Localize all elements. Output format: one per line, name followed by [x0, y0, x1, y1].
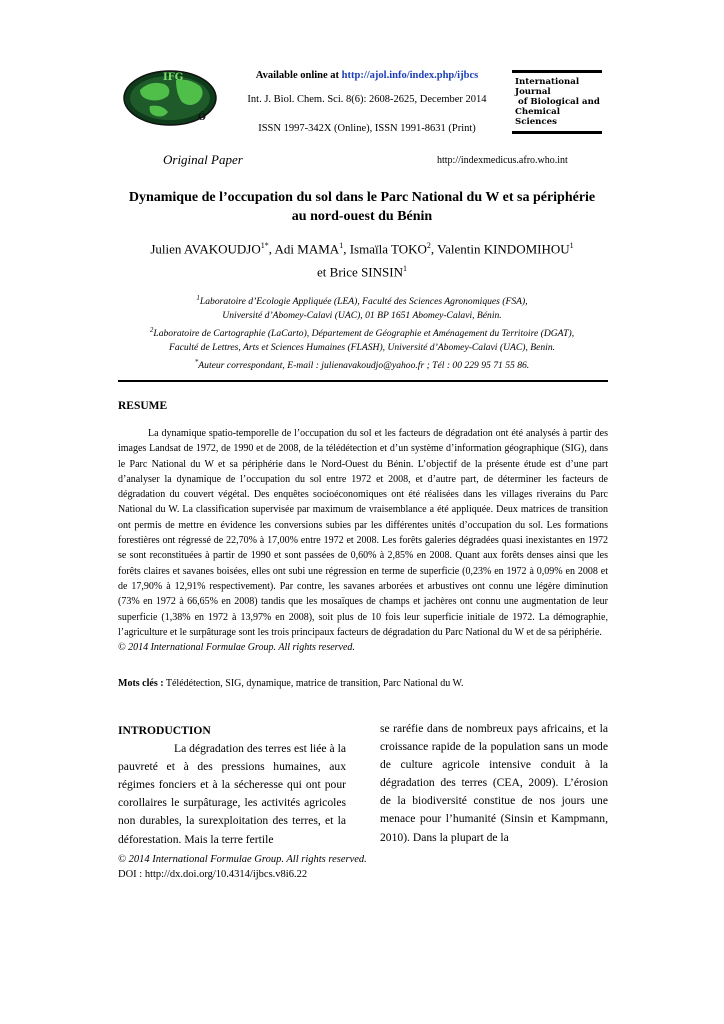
intro-left-text: La dégradation des terres est liée à la pauvreté et à des pressions humaines, aux régimes fonciers et à la sécheresse qui ont pour corollaires le surpâturage, les activités agricoles non durables, la surexploitation des terres, et la déforestation. Mais la terre fertile	[118, 742, 346, 846]
available-online	[232, 70, 502, 81]
affil-line: Laboratoire de Cartographie (LaCarto), Département de Géographie et Aménagement du Territoire (DGAT),	[153, 328, 575, 340]
citation: Int. J. Biol. Chem. Sci. 8(6): 2608-2625, December 2014	[247, 94, 487, 105]
affil-sup: *	[194, 358, 199, 367]
keywords-label: Mots clés :	[118, 678, 164, 689]
logo-text: IFG	[163, 72, 184, 83]
abstract-copyright: © 2014 International Formulae Group. All rights reserved.	[118, 642, 355, 654]
affil-line: Université d’Abomey-Calavi (UAC), 01 BP 1651 Abomey-Calavi, Bénin.	[222, 310, 502, 322]
abstract-text: La dynamique spatio-temporelle de l’occupation du sol et les facteurs de dégradation ont été analysés à partir des images Landsat de 1972, de 1990 et de 2008, de la télédétection et d’un système d’information géographique (SIG), dans le Parc National du W et sa périphérie dans le Nord-Ouest du Bénin. L’objectif de la présente étude est d’une part d’analyser la dynamique de l’occupation du sol entre 1972 et 2008, et d’autre part, de déterminer les facteurs de dégradation du couvert végétal. Des enquêtes socioéconomiques ont été réalisées dans les villages riverains du Parc National du W. La classification supervisée par maximum de vraisemblance a été appliquée. Deux matrices de transition ont permis de mettre en évidence les conversions subies par les différentes unités d’occupation du sol. Les formations forestières ont régressé de 22,70% à 17,00% entre 1972 et 2008. Les forêts galeries dégradées quasi inexistantes en 1972 se sont reconstituées à partir de 1990 et sont passées de 0,60% à 2,85% en 2008. Quant aux forêts denses ainsi que les forêts claires et savanes boisées, elles ont subi une régression en terme de superficie (0,23% en 1972 à 0,09% en 2008 et de 17,90% à 12,91% respectivement). Par contre, les savanes arborées et arbustives ont connu une légère diminution (73% en 1972 à 66,65% en 2008) tandis que les mosaïques de champs et jachères ont connu une augmentation de leur superficie (1,38% en 1972 à 13,97% en 2008), soit plus de 10 fois leur superficie initiale de 1972. La démographie, l’agriculture et le surpâturage sont les trois principaux facteurs de dégradation du Parc National du W et de sa périphérie.	[118, 428, 608, 638]
affiliations	[100, 291, 624, 374]
author-sup: 1	[339, 241, 344, 250]
intro-right-column	[380, 720, 608, 847]
author-sup: 1	[569, 241, 574, 250]
resume-heading: RESUME	[118, 400, 168, 412]
author-name: Adi MAMA	[274, 241, 340, 257]
author-name: Valentin KINDOMIHOU	[437, 241, 570, 257]
affil-line: Laboratoire d’Ecologie Appliquée (LEA), Faculté des Sciences Agronomiques (FSA),	[199, 296, 528, 308]
globe-logo-icon	[120, 68, 230, 126]
journal-name-line: Chemical Sciences	[515, 107, 560, 127]
author-list: Julien $AVAKOUDJO^{1*}$, Adi MAMA$^1$, Ismaïla TOKO$^2$, Valentin KINDOMIHOU$^1$ et Brice SINSIN$^1$	[150, 241, 574, 280]
svg-text:Ô: Ô	[198, 113, 206, 123]
journal-name-line: of Biological and	[518, 97, 600, 107]
journal-logo	[120, 68, 230, 126]
paper-type: Original Paper	[163, 152, 243, 167]
author-sup: 1	[402, 264, 407, 274]
journal-name-box	[512, 70, 602, 134]
affil-sup: 2	[149, 326, 154, 335]
index-url: http://indexmedicus.afro.who.int	[437, 155, 568, 166]
author-name: Ismaïla TOKO	[349, 241, 427, 257]
author-sup: 1*	[260, 241, 269, 250]
footer-doi: DOI : http://dx.doi.org/10.4314/ijbcs.v8i6.22	[118, 869, 308, 880]
title-line: Dynamique de l’occupation du sol dans le Parc National du W et sa périphérie	[128, 190, 596, 205]
author-sup: 2	[426, 241, 431, 250]
intro-right-text: se raréfie dans de nombreux pays africains, et la croissance rapide de la population sans un mode de culture agricole intensive conduit à la dégradation des terres (CEA, 2009). L’érosion de la biodiversité constitue de nos jours une menace pour l’humanité (Sinsin et Kampmann, 2010). Dans la plupart de la	[380, 722, 608, 844]
divider	[118, 380, 608, 382]
affil-line: Faculté de Lettres, Arts et Sciences Humaines (FLASH), Université d’Abomey-Calavi (UAC), Benin.	[168, 342, 556, 354]
title-line: au nord-ouest du Bénin	[291, 209, 433, 224]
author-name: Julien AVAKOUDJO	[150, 241, 261, 257]
corresponding-author: Auteur correspondant, E-mail : julienavakoudjo@yahoo.fr ; Tél : 00 229 95 71 55 86.	[198, 360, 530, 372]
keywords	[118, 678, 608, 689]
author-name: Brice SINSIN	[329, 264, 403, 280]
available-prefix: Available online at	[255, 70, 342, 81]
abstract	[118, 426, 608, 655]
keywords-text: Télédétection, SIG, dynamique, matrice de transition, Parc National du W.	[163, 678, 464, 689]
page-footer	[118, 852, 367, 882]
journal-url-link[interactable]: http://ajol.info/index.php/ijbcs	[341, 70, 479, 81]
footer-copyright: © 2014 International Formulae Group. All rights reserved.	[118, 854, 367, 865]
intro-heading: INTRODUCTION	[118, 724, 211, 737]
intro-left-column	[118, 722, 346, 849]
issn: ISSN 1997-342X (Online), ISSN 1991-8631 (Print)	[258, 123, 476, 134]
affil-sup: 1	[196, 294, 200, 302]
journal-name-line: International Journal	[515, 77, 580, 97]
paper-title	[100, 188, 624, 226]
